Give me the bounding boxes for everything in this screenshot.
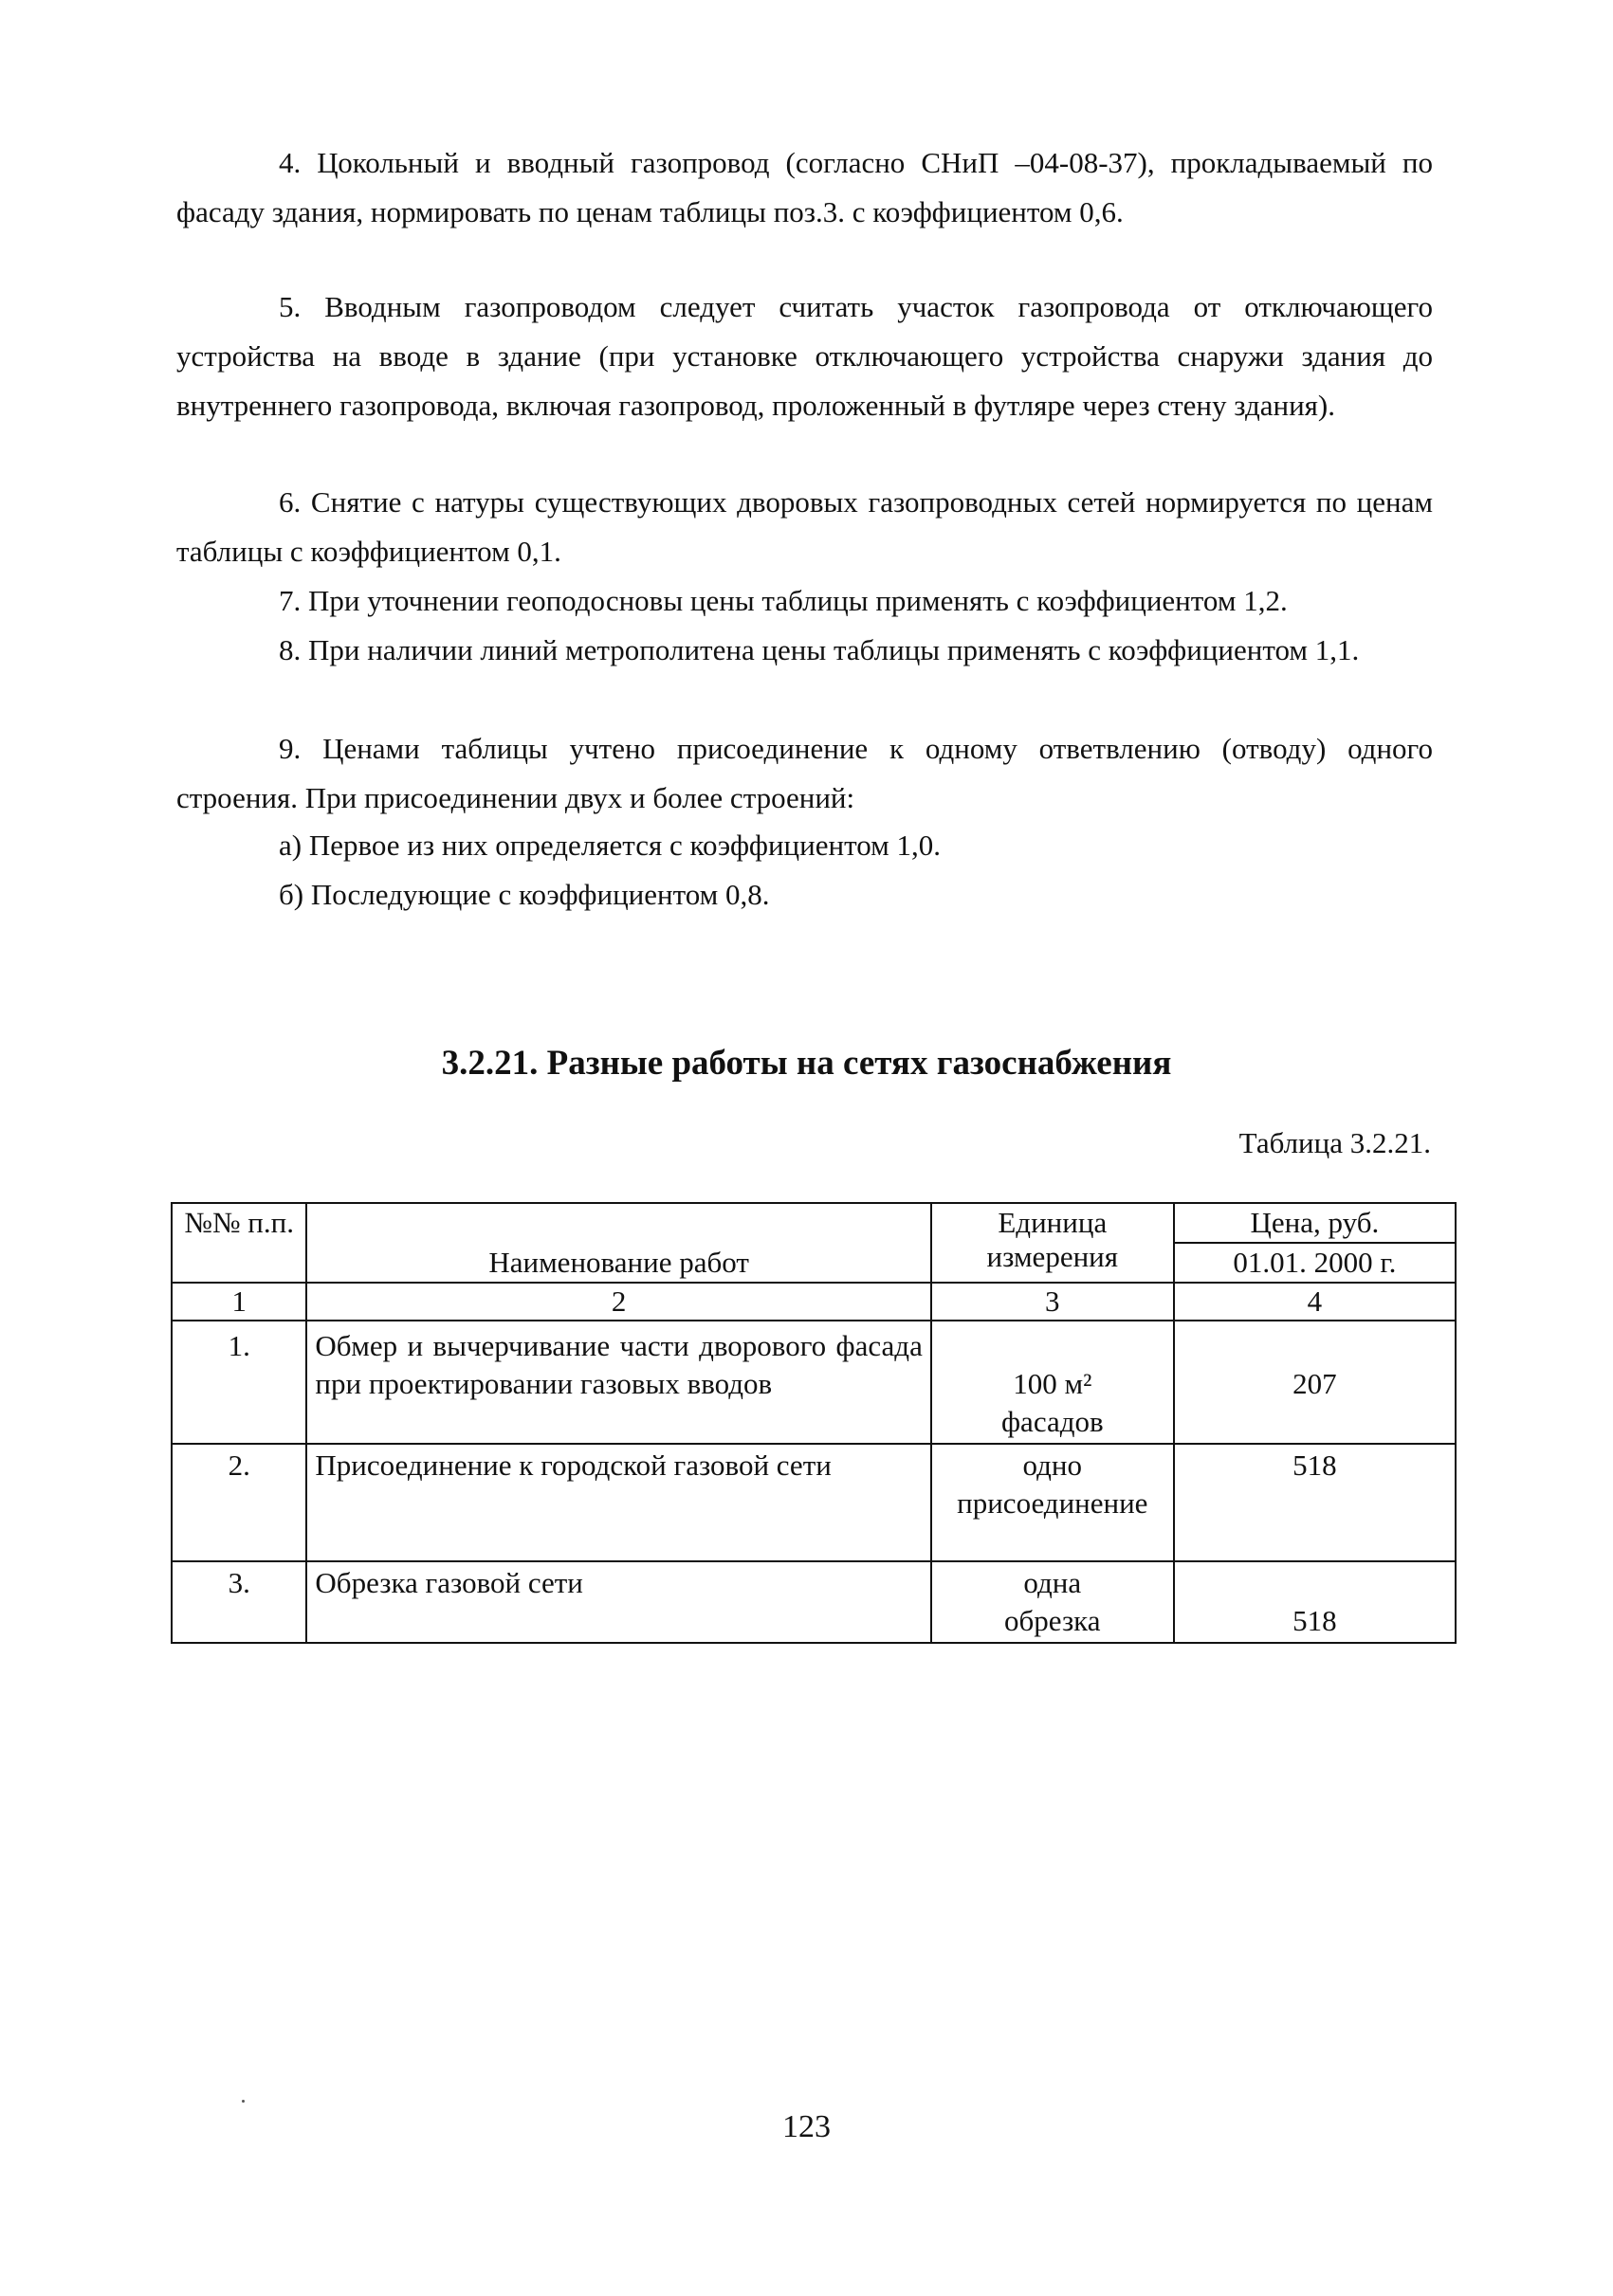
row-num: 2. (172, 1444, 306, 1561)
row-unit (931, 1561, 1174, 1643)
section-title: 3.2.21. Разные работы на сетях газоснабжения (441, 1044, 1172, 1083)
row-unit-line: присоединение (957, 1486, 1148, 1520)
row-num: 1. (172, 1321, 306, 1444)
row-unit (931, 1321, 1174, 1444)
row-num: 3. (172, 1561, 306, 1643)
row-price: 518 (1174, 1444, 1456, 1561)
row-name: Обмер и вычерчивание части дворового фасада при проектировании газовых вводов (306, 1321, 930, 1444)
page-number: 123 (782, 2109, 831, 2144)
table-row (172, 1444, 1456, 1561)
row-unit-line: 100 м² (1013, 1367, 1092, 1400)
column-number: 3 (931, 1283, 1174, 1321)
header-price-date: 01.01. 2000 г. (1174, 1243, 1456, 1283)
paragraph-7: 7. При уточнении геоподосновы цены таблицы применять с коэффициентом 1,2. (279, 584, 1288, 617)
paragraph-4: 4. Цокольный и вводный газопровод (согласно СНиП –04-08-37), прокладываемый по фасаду здания, нормировать по ценам таблицы поз.3. с коэффициентом 0,6. (176, 146, 1433, 228)
paragraph-9: 9. Ценами таблицы учтено присоединение к одному ответвлению (отводу) одного строения. При присоединении двух и более строений: (176, 732, 1433, 814)
paragraph-6: 6. Снятие с натуры существующих дворовых газопроводных сетей нормируется по ценам таблицы с коэффициентом 0,1. (176, 485, 1433, 568)
row-unit-line: фасадов (1000, 1405, 1104, 1438)
column-number: 1 (172, 1283, 306, 1321)
row-unit-line: одна (1023, 1566, 1082, 1599)
row-name: Присоединение к городской газовой сети (306, 1444, 930, 1561)
row-unit (931, 1444, 1174, 1561)
table-row (172, 1561, 1456, 1643)
header-name: Наименование работ (306, 1203, 930, 1283)
sub-item-a: а) Первое из них определяется с коэффициентом 1,0. (279, 829, 941, 862)
price-table (171, 1202, 1457, 1644)
paragraph-5: 5. Вводным газопроводом следует считать участок газопровода от отключающего устройства на вводе в здание (при установке отключающего устройства снаружи здания до внутреннего газопровода, включая газопровод, проложенный в футляре через стену здания). (176, 290, 1433, 422)
header-num: №№ п.п. (172, 1203, 306, 1283)
row-price: 518 (1174, 1561, 1456, 1643)
table-header-row (172, 1203, 1456, 1243)
header-unit: Единица измерения (931, 1203, 1174, 1283)
column-number: 4 (1174, 1283, 1456, 1321)
sub-item-b: б) Последующие с коэффициентом 0,8. (279, 878, 770, 911)
row-price: 207 (1174, 1321, 1456, 1444)
row-unit-line: одно (1022, 1449, 1083, 1482)
table-caption: Таблица 3.2.21. (1238, 1126, 1431, 1159)
header-price: Цена, руб. (1174, 1203, 1456, 1243)
column-number: 2 (306, 1283, 930, 1321)
row-name: Обрезка газовой сети (306, 1561, 930, 1643)
paragraph-8: 8. При наличии линий метрополитена цены таблицы применять с коэффициентом 1,1. (279, 633, 1360, 666)
row-unit-line: обрезка (1004, 1604, 1101, 1637)
column-number-row (172, 1283, 1456, 1321)
table-row (172, 1321, 1456, 1444)
scan-speck (242, 2100, 245, 2103)
